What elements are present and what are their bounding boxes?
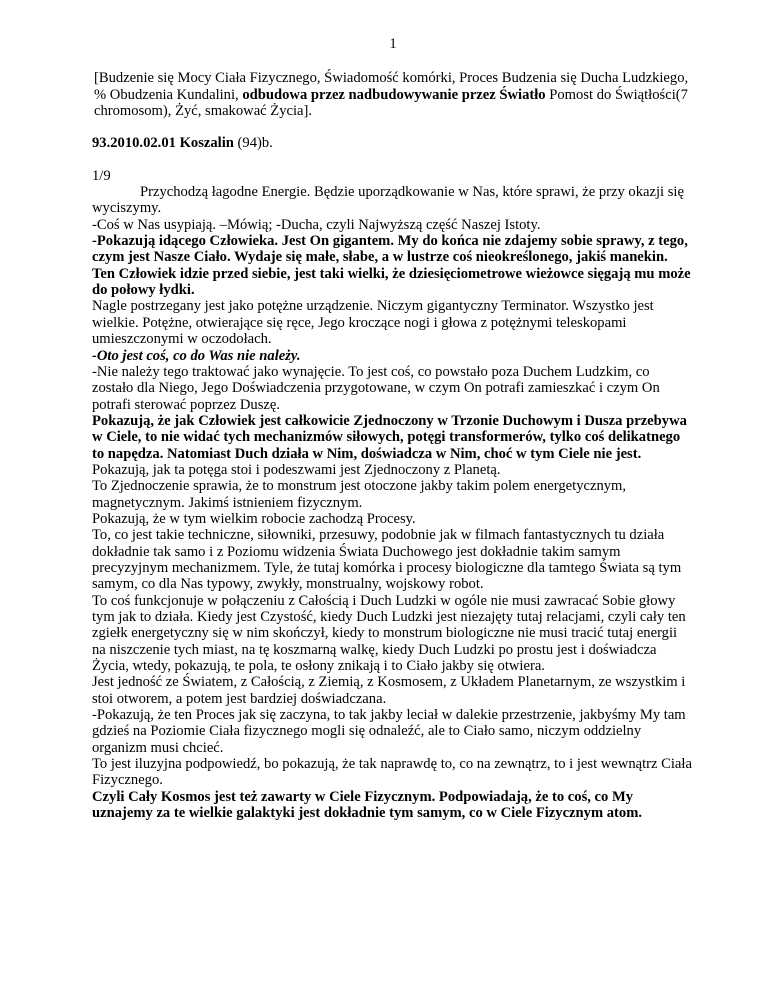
session-line bbox=[92, 135, 694, 151]
paragraph: Nagle postrzegany jest jako potężne urządzenie. Niczym gigantyczny Terminator. Wszystko jest wielkie. Potężne, otwierające się ręce, Jego kroczące nogi i głowa z potężnymi teleskopami umieszczonymi w oczodołach. bbox=[92, 298, 654, 348]
page-number: 1 bbox=[389, 36, 397, 52]
paragraph: To, co jest takie techniczne, siłowniki, przesuwy, podobnie jak w filmach fantastycznych tu działa dokładnie tak samo i z Poziomu widzenia Świata Duchowego jest dokładnie takim samym precyzyjnym mechanizmem. Tyle, że tutaj komórka i procesy biologiczne dla tamtego Świata są tym samym, co dla Nas typowy, zwykły, monstrualny, wojskowy robot. bbox=[92, 527, 682, 593]
paragraph-bold: Ten Człowiek idzie przed siebie, jest taki wielki, że dziesięciometrowe wieżowce sięgają mu może do połowy łydki. bbox=[92, 265, 691, 299]
paragraph: Przychodzą łagodne Energie. Będzie uporządkowanie w Nas, które sprawi, że przy okazji się wyciszymy. bbox=[92, 184, 684, 217]
paragraph: To Zjednoczenie sprawia, że to monstrum jest otoczone jakby takim polem energetycznym, magnetycznym. Jakimś istnieniem fizycznym. bbox=[92, 478, 627, 511]
section-number: 1/9 bbox=[92, 167, 111, 184]
paragraph: -Coś w Nas usypiają. –Mówią; -Ducha, czyli Najwyższą część Naszej Istoty. bbox=[92, 216, 541, 233]
session-suffix: (94)b. bbox=[233, 135, 273, 152]
header-text-end: Pomost do Świątłości(7 chromosom), Żyć, smakować Życia]. bbox=[94, 86, 688, 120]
paragraph: Pokazują, jak ta potęga stoi i podeszwami jest Zjednoczony z Planetą. bbox=[92, 461, 501, 478]
paragraph: -Nie należy tego traktować jako wynajęcie. To jest coś, co powstało poza Duchem Ludzkim, co zostało dla Niego, Jego Doświadczenia przygotowane, w czym On potrafi zamieszkać i czym On potrafi sterować poprzez Duszę. bbox=[92, 363, 660, 413]
paragraph-bold: -Pokazują idącego Człowieka. Jest On gigantem. My do końca nie zdajemy sobie sprawy, z tego, czym jest Nasze Ciało. Wydaje się małe, słabe, a w lustrze coś nieokreślonego, jakiś manekin. bbox=[92, 233, 688, 266]
paragraph: To jest iluzyjna podpowiedź, bo pokazują, że tak naprawdę to, co na zewnątrz, to i jest wewnątrz Ciała Fizycznego. bbox=[92, 756, 692, 789]
paragraph: -Pokazują, że ten Proces jak się zaczyna, to tak jakby leciał w dalekie przestrzenie, jakbyśmy My tam gdzieś na Poziomie Ciała fizycznego mogli się odnaleźć, ale to Ciało samo, niczym oddzielny organizm musi chcieć. bbox=[92, 707, 686, 756]
paragraph-bold: Pokazują, że jak Człowiek jest całkowicie Zjednoczony w Trzonie Duchowym i Dusza przebywa w Ciele, to nie widać tych mechanizmów siłowych, potęgi transformerów, tylko coś delikatnego to napędza. Natomiast Duch działa w Nim, doświadcza w Nim, choć w tym Ciele nie jest. bbox=[92, 412, 687, 462]
document-header bbox=[92, 70, 694, 119]
paragraph-bold: Czyli Cały Kosmos jest też zawarty w Ciele Fizycznym. Podpowiadają, że to coś, co My uznajemy za te wielkie galaktyki jest dokładnie tym samym, co w Ciele Fizycznym atom. bbox=[92, 788, 643, 822]
header-text: [Budzenie się Mocy Ciała Fizycznego, Świadomość komórki, Proces Budzenia się Ducha Ludzkiego, % Obudzenia Kundalini, bbox=[94, 70, 689, 103]
paragraph: Jest jedność ze Światem, z Całością, z Ziemią, z Kosmosem, z Układem Planetarnym, ze wszystkim i stoi otworem, a potem jest bardziej doświadczana. bbox=[92, 674, 686, 707]
paragraph: Pokazują, że w tym wielkim robocie zachodzą Procesy. bbox=[92, 510, 416, 527]
spacer bbox=[92, 152, 694, 168]
session-id: 93.2010.02.01 Koszalin bbox=[92, 135, 234, 152]
paragraph: To coś funkcjonuje w połączeniu z Całością i Duch Ludzki w ogóle nie musi zawracać Sobie głowy tym jak to działa. Kiedy jest Czystość, kiedy Duch Ludzki jest niezajęty tutaj relacjami, czyli cały ten zgiełk energetyczny się w nim skończył, kiedy to monstrum biologiczne nie musi tracić tutaj energii na niszczenie tych miast, na tę koszmarną walkę, kiedy Duch Ludzki po prostu jest i doświadcza Życia, wtedy, pokazują, te pola, te osłony znikają i to Ciało jakby się otwiera. bbox=[92, 592, 686, 675]
spacer bbox=[92, 119, 694, 135]
paragraph-bold-italic: -Oto jest coś, co do Was nie należy. bbox=[92, 347, 301, 364]
document-page bbox=[92, 36, 694, 821]
header-bold-text: odbudowa przez nadbudowywanie przez Światło bbox=[242, 86, 546, 103]
